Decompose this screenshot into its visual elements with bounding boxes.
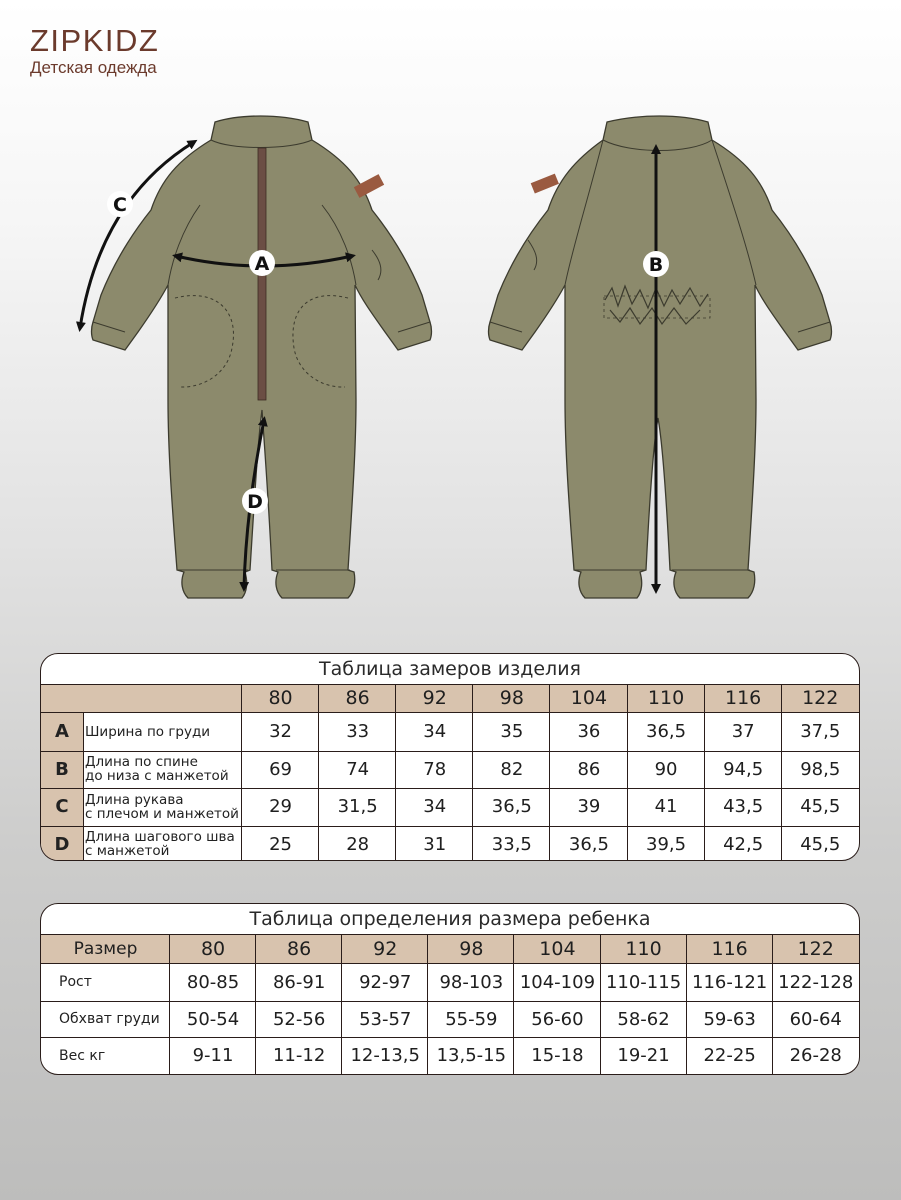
measurement-label-line: с манжетой	[85, 843, 170, 860]
measurement-value: 36	[577, 721, 601, 743]
grid-line	[83, 712, 84, 860]
size-header-cell: 92	[373, 938, 398, 960]
size-value: 22-25	[703, 1045, 756, 1067]
size-value: 122-128	[778, 971, 854, 993]
grid-line	[41, 684, 859, 685]
label-a	[249, 250, 275, 276]
measurement-value: 42,5	[723, 833, 764, 855]
measurement-value: 37	[731, 721, 755, 743]
size-table	[40, 903, 860, 1075]
size-value: 55-59	[445, 1008, 498, 1030]
size-row	[41, 1037, 859, 1074]
grid-line	[600, 934, 601, 1074]
size-table-header	[41, 935, 859, 963]
size-header-cell: 116	[711, 938, 748, 960]
size-row	[41, 964, 859, 1001]
grid-line	[41, 826, 859, 827]
size-value: 98-103	[439, 971, 504, 993]
size-value: 80-85	[186, 971, 240, 993]
size-value: 11-12	[272, 1045, 326, 1067]
size-header-cell: 98	[499, 687, 524, 709]
label-b	[643, 251, 669, 277]
grid-line	[41, 751, 859, 752]
grid-line	[772, 934, 773, 1074]
grid-line	[513, 934, 514, 1074]
brand-name: ZIPKIDZ	[30, 23, 160, 58]
svg-text:B: B	[648, 254, 664, 276]
size-value: 60-64	[789, 1008, 842, 1030]
measurement-value: 33	[346, 721, 370, 743]
grid-line	[169, 934, 170, 1074]
size-value: 104-109	[519, 971, 596, 993]
measurement-row	[41, 788, 859, 826]
measurement-value: 45,5	[800, 796, 841, 818]
measurement-value: 31,5	[337, 796, 378, 818]
measurement-value: 86	[577, 758, 601, 780]
measurement-label	[85, 751, 241, 789]
measurement-value: 98,5	[800, 758, 841, 780]
size-table-title: Таблица определения размера ребенка	[249, 908, 651, 930]
measurements-table-header	[41, 684, 859, 712]
measurement-value: 78	[423, 758, 447, 780]
size-header-cell: 110	[625, 938, 662, 960]
grid-line	[41, 934, 859, 935]
size-row-label: Обхват груди	[59, 1011, 160, 1028]
grid-line	[427, 934, 428, 1074]
measurement-value: 34	[423, 796, 447, 818]
measurement-value: 31	[423, 833, 447, 855]
grid-line	[549, 684, 550, 860]
grid-line	[472, 684, 473, 860]
measurement-row	[41, 713, 859, 751]
measurement-label-line: Длина по спине	[85, 754, 198, 771]
label-d	[242, 488, 268, 514]
measurement-value: 82	[500, 758, 524, 780]
size-value: 52-56	[272, 1008, 326, 1030]
measurement-value: 74	[346, 758, 370, 780]
measurement-value: 36,5	[491, 796, 532, 818]
grid-line	[686, 934, 687, 1074]
measurement-value: 45,5	[800, 833, 841, 855]
size-row-label: Вес кг	[59, 1047, 106, 1064]
size-header-cell: 122	[802, 687, 839, 709]
measurement-value: 25	[269, 833, 292, 855]
measurement-row	[41, 751, 859, 789]
measurement-label-line: Длина рукава	[85, 791, 184, 808]
back-view	[489, 116, 832, 598]
measurement-value: 28	[346, 833, 370, 855]
measurement-value: 41	[654, 796, 678, 818]
size-value: 12-13,5	[350, 1045, 420, 1067]
size-value: 53-57	[359, 1008, 412, 1030]
svg-text:D: D	[247, 491, 263, 513]
grid-line	[395, 684, 396, 860]
size-header-cell: 80	[268, 687, 293, 709]
size-header-cell: 104	[570, 687, 608, 709]
size-value: 13,5-15	[436, 1045, 507, 1067]
front-view	[92, 116, 432, 598]
size-value: 116-121	[692, 971, 768, 993]
measurement-value: 35	[500, 721, 524, 743]
size-header-cell: 110	[647, 687, 685, 709]
measurement-value: 36,5	[568, 833, 609, 855]
brand-subtitle: Детская одежда	[30, 58, 157, 77]
grid-line	[41, 1001, 859, 1002]
measurement-label-line: Ширина по груди	[85, 723, 211, 740]
size-header-label: Размер	[73, 939, 138, 959]
size-value: 9-11	[192, 1045, 234, 1067]
measurement-value: 94,5	[723, 758, 764, 780]
jumpsuit-illustration	[0, 110, 901, 610]
svg-text:C: C	[113, 194, 127, 216]
measurement-letter: B	[41, 751, 83, 789]
size-header-cell: 116	[725, 687, 762, 709]
size-row	[41, 1001, 859, 1038]
size-header-cell: 92	[422, 687, 447, 709]
measurement-value: 34	[423, 721, 447, 743]
size-value: 26-28	[789, 1045, 842, 1067]
measurement-letter: A	[41, 713, 83, 751]
measurement-letter: D	[41, 826, 83, 862]
svg-text:A: A	[254, 253, 270, 275]
grid-line	[255, 934, 256, 1074]
measurement-value: 32	[269, 721, 292, 743]
measurement-value: 43,5	[723, 796, 764, 818]
grid-line	[41, 788, 859, 789]
measurement-label-line: до низа с манжетой	[85, 768, 229, 785]
grid-line	[341, 934, 342, 1074]
grid-line	[781, 684, 782, 860]
measurement-letter: C	[41, 788, 83, 826]
measurement-value: 33,5	[491, 833, 532, 855]
grid-line	[41, 712, 859, 713]
measurement-label	[85, 826, 241, 862]
size-value: 56-60	[531, 1008, 584, 1030]
size-value: 86-91	[272, 971, 326, 993]
size-header-cell: 86	[345, 687, 370, 709]
size-header-cell: 86	[287, 938, 312, 960]
grid-line	[627, 684, 628, 860]
size-value: 59-63	[703, 1008, 756, 1030]
grid-line	[704, 684, 705, 860]
brand-logo	[30, 24, 159, 78]
size-header-cell: 98	[459, 938, 484, 960]
size-header-cell: 104	[539, 938, 576, 960]
measurement-value: 29	[269, 796, 292, 818]
brand-tag	[354, 174, 384, 198]
measurement-value: 37,5	[800, 721, 841, 743]
size-value: 58-62	[617, 1008, 670, 1030]
size-value: 50-54	[186, 1008, 240, 1030]
measurement-row	[41, 826, 859, 862]
measurements-table-title: Таблица замеров изделия	[319, 658, 581, 680]
size-row-label: Рост	[59, 974, 92, 991]
size-value: 110-115	[605, 971, 682, 993]
measurement-value: 36,5	[646, 721, 687, 743]
measurement-value: 90	[654, 758, 678, 780]
grid-line	[41, 1037, 859, 1038]
measurement-label-line: Длина шагового шва	[85, 829, 235, 846]
size-value: 15-18	[531, 1045, 584, 1067]
grid-line	[41, 963, 859, 964]
grid-line	[318, 684, 319, 860]
measurements-table	[40, 653, 860, 861]
label-c	[107, 191, 133, 217]
size-value: 19-21	[617, 1045, 670, 1067]
size-header-cell: 80	[200, 938, 226, 960]
measurement-value: 69	[269, 758, 292, 780]
size-value: 92-97	[359, 971, 412, 993]
measurement-value: 39,5	[646, 833, 687, 855]
measurement-value: 39	[577, 796, 601, 818]
size-header-cell: 122	[797, 938, 834, 960]
measurement-label-line: с плечом и манжетой	[85, 805, 239, 822]
measurement-label	[85, 713, 241, 751]
grid-line	[241, 684, 242, 860]
measurement-label	[85, 788, 241, 826]
